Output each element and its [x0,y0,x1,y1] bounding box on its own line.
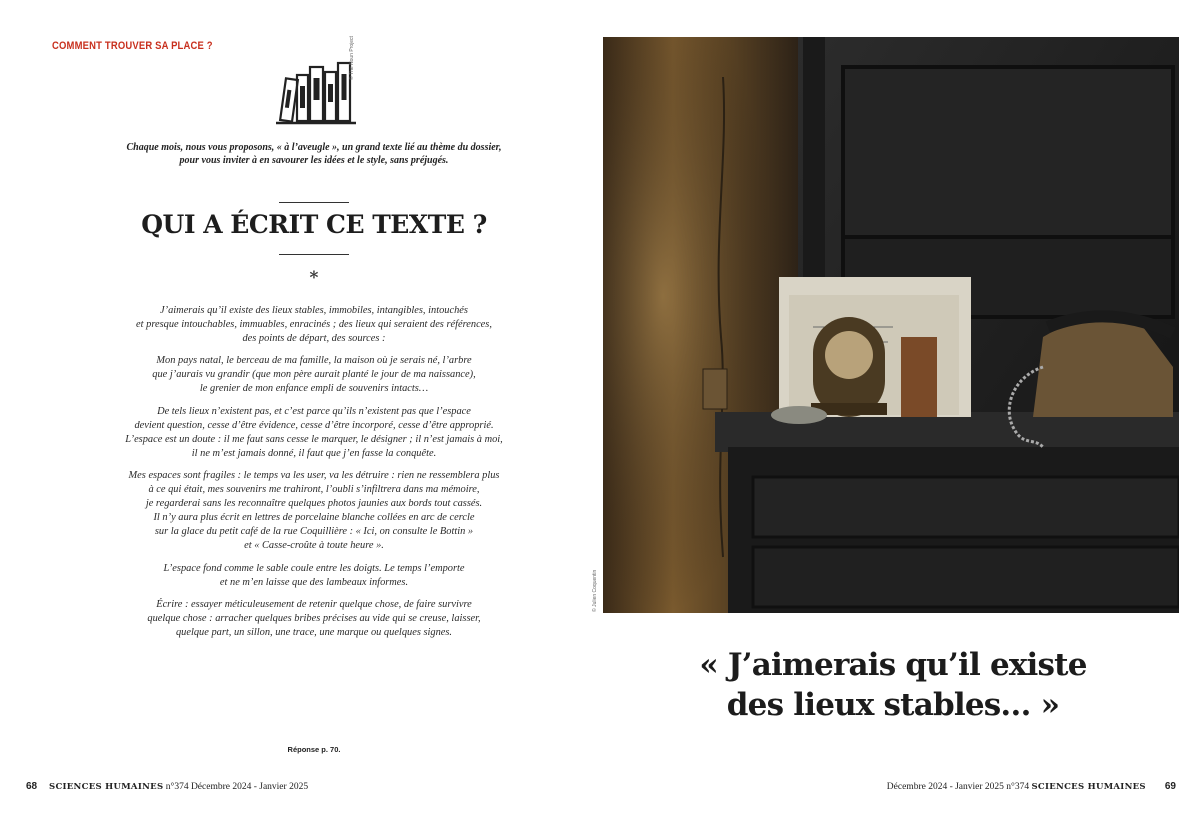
asterisk-separator: * [309,268,319,288]
excerpt-line: à ce qui était, mes souvenirs me trahiront, l’oubli s’infiltrera dans ma mémoire, [148,484,480,496]
excerpt-paragraph [80,598,548,640]
excerpt-line: et ne m’en laisse que des lambeaux informes. [219,576,409,588]
excerpt-line: il ne m’est jamais donné, il faut que j’en fasse la conquête. [191,447,437,459]
excerpt-paragraph [80,405,548,461]
excerpt-line: et « Casse-croûte à toute heure ». [244,540,384,552]
answer-reference: Réponse p. 70. [287,745,341,754]
excerpt-line: je regarderai sans les reconnaître quelques photos jaunies aux bords tout cassés. [145,498,483,510]
excerpt-line: des points de départ, des sources : [242,333,386,345]
excerpt-line: Il n’y aura plus écrit en lettres de porcelaine blanche collées en arc de cercle [153,512,475,524]
title-rule-top [279,202,349,203]
excerpt-paragraph [80,354,548,396]
excerpt-line: Écrire : essayer méticuleusement de retenir quelque chose, de faire survivre [156,598,472,610]
magazine-name-right: SCIENCES HUMAINES [1031,782,1146,792]
excerpt-text [80,304,548,648]
excerpt-line: quelque chose : arracher quelques bribes précises au vide qui se creuse, laisser, [147,612,481,624]
pull-quote-line: des lieux stables… » [726,687,1060,723]
excerpt-line: et presque intouchables, immuables, enracinés ; des lieux qui seraient des références, [136,319,492,331]
photo-illustration [603,37,1179,613]
magazine-name-left: SCIENCES HUMAINES [49,782,164,792]
issue-info-right: Décembre 2024 - Janvier 2025 n°374 [886,782,1030,792]
issue-info-left: n°374 Décembre 2024 - Janvier 2025 [165,782,309,792]
excerpt-line: que j’aurais vu grandir (que mon père aurait planté le jour de ma naissance), [152,369,476,381]
page-number-right: 69 [1164,781,1176,792]
intro-line: Chaque mois, nous vous proposons, « à l’aveugle », un grand texte lié au thème du dossier, [126,142,502,153]
icon-credit: © The Noun Project [349,36,355,80]
title-rule-bottom [279,254,349,255]
excerpt-line: quelque part, un sillon, une trace, une marque ou quelques signes. [175,626,453,638]
excerpt-line: L’espace fond comme le sable coule entre les doigts. Le temps l’emporte [163,562,465,574]
excerpt-line: L’espace est un doute : il me faut sans cesse le marquer, le désigner ; il n’est jamais à moi, [125,433,503,445]
footer-right [887,781,1176,792]
intro-text [100,141,528,167]
excerpt-paragraph [80,469,548,554]
page-title: QUI A ÉCRIT CE TEXTE ? [141,210,487,239]
photo-still-life [603,37,1179,613]
excerpt-paragraph [80,304,548,346]
section-kicker: COMMENT TROUVER SA PLACE ? [52,40,213,52]
excerpt-line: De tels lieux n’existent pas, et c’est parce qu’ils n’existent pas que l’espace [157,405,471,417]
footer-left [26,781,308,792]
pull-quote-line: « J’aimerais qu’il existe [699,647,1087,683]
excerpt-line: devient question, cesse d’être évidence, cesse d’être incorporé, cesse d’être approprié. [134,419,494,431]
excerpt-line: le grenier de mon enfance empli de souvenirs intacts… [199,383,429,395]
excerpt-line: Mon pays natal, le berceau de ma famille, la maison où je serais né, l’arbre [156,355,472,367]
pull-quote [615,645,1171,725]
page-number-left: 68 [26,781,38,792]
excerpt-line: sur la glace du petit café de la rue Coquillière : « Ici, on consulte le Bottin » [154,526,474,538]
excerpt-paragraph [80,562,548,590]
photo-credit: © Julien Coquentin [592,569,598,612]
excerpt-line: J’aimerais qu’il existe des lieux stables, immobiles, intangibles, intouchés [160,305,468,316]
intro-line: pour vous inviter à en savourer les idées et le style, sans préjugés. [179,155,449,166]
excerpt-line: Mes espaces sont fragiles : le temps va les user, va les détruire : rien ne ressemblera plus [128,469,500,481]
